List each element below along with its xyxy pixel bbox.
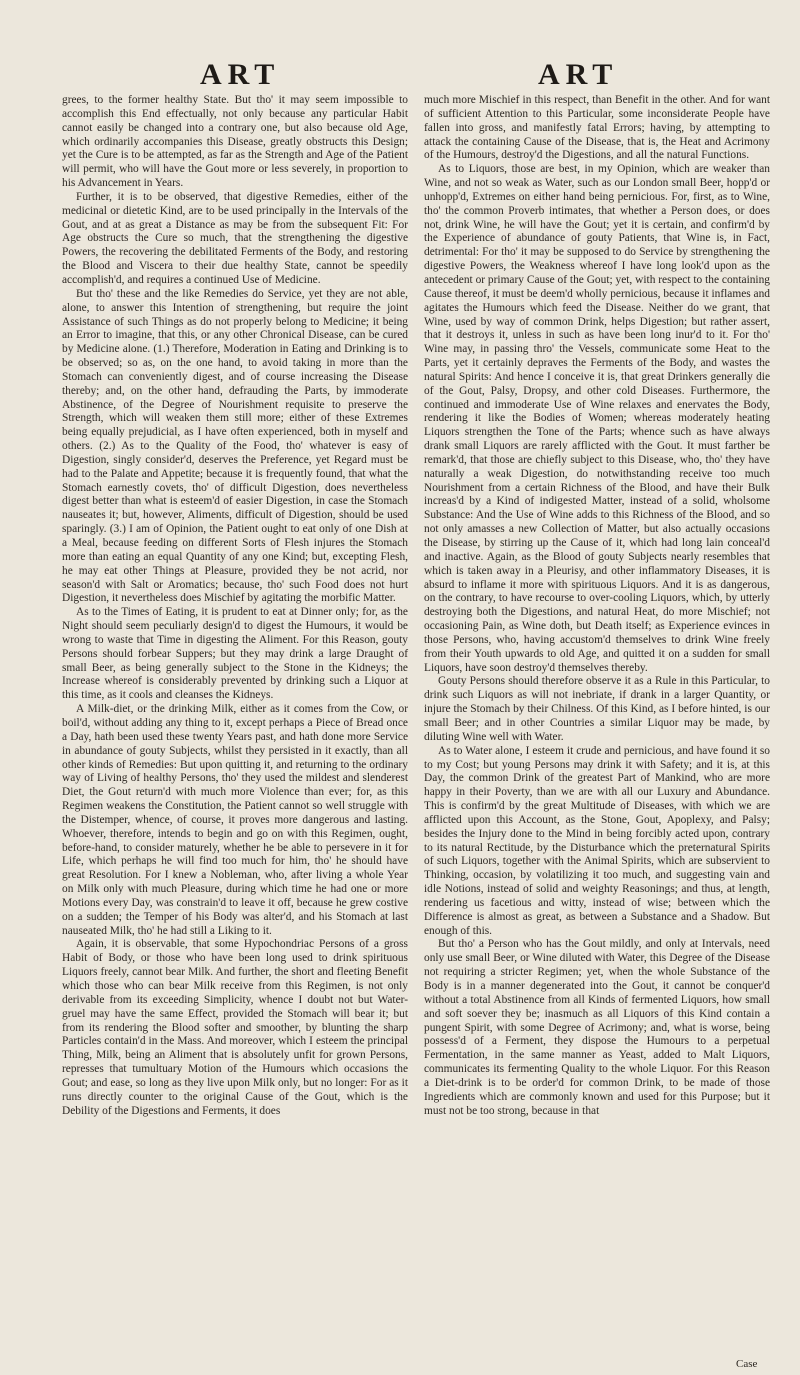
catchword: Case xyxy=(736,1358,758,1370)
right-column xyxy=(424,94,770,1118)
header-left: ART xyxy=(200,58,281,91)
paragraph: Again, it is observable, that some Hypochondriac Persons of a gross Habit of Body, or those who have been long used to drink spirituous Liquors freely, cannot bear Milk. And further, the short and fleeting Benefit which those who can bear Milk receive from this Regimen, is not only derivable from its exceeding Simplicity, whence I doubt not but Water-gruel may have the same Effect, provided the Stomach will bear it; but from its rendering the Blood softer and smoother, by blunting the sharp Particles contain'd in the Mass. And moreover, which I esteem the principal Thing, Milk, being an Aliment that is absolutely unfit for grown Persons, represses that tumultuary Motion of the Humours which occasions the Gout; and ease, so long as they live upon Milk only, but no longer: For as it runs directly counter to the original Cause of the Gout, which is the Debility of the Digestions and Ferments, it does xyxy=(62,938,408,1117)
paragraph: much more Mischief in this respect, than Benefit in the other. And for want of sufficient Attention to this Particular, some inconsiderate People have fallen into gross, and manifestly fatal Errors; having, by attempting to attack the containing Cause of the Disease, that is, the Heat and Acrimony of the Humours, destroy'd the Digestions, and all the natural Functions. xyxy=(424,94,770,162)
paragraph: A Milk-diet, or the drinking Milk, either as it comes from the Cow, or boil'd, without adding any thing to it, except perhaps a Piece of Bread once a Day, hath been used these twenty Years past, and hath done more Service in abundance of gouty Subjects, whilst they persisted in it exactly, than all other kinds of Remedies: But upon quitting it, and returning to the ordinary way of Living of healthy Persons, tho' they used the mildest and slenderest Diet, the Gout return'd with much more Violence than ever; for, as this Regimen weakens the Constitution, the Patient cannot so well struggle with the Distemper, whence, of course, it proves more dangerous and lasting. Whoever, therefore, intends to begin and go on with this Regimen, ought, before-hand, to consider maturely, whether he be able to persevere in it for Life, which perhaps he will find too much for him, tho' he should have great Resolution. For I knew a Nobleman, who, after living a whole Year on Milk only with much Pleasure, during which time he had one or more Motions every Day, was constrain'd to leave it off, because he grew costive on a sudden; the Temper of his Body was alter'd, and his Stomach at last nauseated Milk, tho' he had still a Liking to it. xyxy=(62,703,408,937)
paragraph: grees, to the former healthy State. But tho' it may seem impossible to accomplish this End effectually, not only because any particular Habit cannot easily be changed into a contrary one, but also because old Age, which ordinarily accompanies this Disease, greatly obstructs this Design; yet the Cure is to be attempted, as far as the Strength and Age of the Patient will permit, who will have the Gout more or less severely, in proportion to his Advancement in Years. xyxy=(62,94,408,190)
header-right: ART xyxy=(538,58,619,91)
paragraph: As to the Times of Eating, it is prudent to eat at Dinner only; for, as the Night should seem peculiarly design'd to digest the Humours, it would be wrong to waste that Time in digesting the Aliment. For this Reason, gouty Persons should forbear Suppers; but they may drink a large Draught of small Beer, as being generally subject to the Stone in the Kidneys; the Increase whereof is considerably prevented by drinking such a Liquor at this time, as it cools and cleanses the Kidneys. xyxy=(62,606,408,702)
paragraph: Gouty Persons should therefore observe it as a Rule in this Particular, to drink such Liquors as will not inebriate, if drank in a larger Quantity, or injure the Stomach by their Chilness. Of this Kind, as I before hinted, is our small Beer; and in other Countries a similar Liquor may be made, by diluting Wine well with Water. xyxy=(424,675,770,743)
paragraph: Further, it is to be observed, that digestive Remedies, either of the medicinal or dietetic Kind, are to be used principally in the Intervals of the Gout, and at as great a Distance as may be from the subsequent Fit: For Age obstructs the Cure so much, that the strengthening the digestive Powers, the recovering the debilitated Ferments of the Body, and restoring the Blood and Viscera to their due healthy State, cannot be speedily accomplish'd, and requires a continued Use of Medicine. xyxy=(62,190,408,286)
paragraph: But tho' a Person who has the Gout mildly, and only at Intervals, need only use small Beer, or Wine diluted with Water, this Degree of the Disease not requiring a stricter Regimen; yet, when the whole Substance of the Body is in a manner degenerated into the Gout, it cannot be conquer'd without a total Abstinence from all Kinds of fermented Liquors, how small and soft soever they be; inasmuch as all Liquors of this Kind contain a pungent Spirit, with some Degree of Acrimony; and, what is worse, being possess'd of a Ferment, they dispose the Humours to a perpetual Fermentation, in the same manner as Yeast, added to Malt Liquors, communicates its fermenting Quality to the whole Liquor. For this Reason a Diet-drink is to be order'd for common Drink, to be made of those Ingredients which are commonly known and used for this Purpose; but it must not be too strong, because in that xyxy=(424,938,770,1117)
paragraph: But tho' these and the like Remedies do Service, yet they are not able, alone, to answer this Intention of strengthening, but require the joint Assistance of such Things as do not properly belong to Medicine; it being an Error to imagine, that this, or any other Chronical Disease, can be cured by Medicine alone. (1.) Therefore, Moderation in Eating and Drinking is to be observed; so as, on the one hand, to avoid taking in more than the Stomach can conveniently digest, and of course increasing the Disease thereby; and, on the other hand, defrauding the Parts, by immoderate Abstinence, of the Degree of Nourishment requisite to preserve the Strength, which will weaken them still more; either of these Extremes being equally prejudicial, as I have often experienced, both in myself and others. (2.) As to the Quality of the Food, tho' whatever is easy of Digestion, singly consider'd, deserves the Preference, yet Regard must be had to the Palate and Appetite; because it is frequently found, that what the Stomach earnestly covets, tho' of difficult Digestion, does nevertheless digest better than what is esteem'd of easier Digestion, in case the Stomach nauseates it; but, however, Aliments, difficult of Digestion, should be used sparingly. (3.) I am of Opinion, the Patient ought to eat only of one Dish at a Meal, because feeding on different Sorts of Flesh injures the Stomach more than eating an equal Quantity of any one Kind; but, excepting Flesh, he may eat other Things at Pleasure, provided they be not acrid, nor season'd with Salt or Aromatics; because, tho' such Food does not hurt Digestion, it nevertheless does Mischief by agitating the morbific Matter. xyxy=(62,287,408,605)
left-column xyxy=(62,94,408,1118)
paragraph: As to Water alone, I esteem it crude and pernicious, and have found it so to my Cost; but young Persons may drink it with Safety; and it is, at this Day, the common Drink of the greatest Part of Mankind, who are more happy in their Poverty, than we are with all our Luxury and Abundance. This is confirm'd by the great Multitude of Diseases, with which we are afflicted upon this Account, as the Stone, Gout, Apoplexy, and Palsy; besides the Injury done to the Mind in being forcibly acted upon, contrary to its natural Rectitude, by the Disturbance which the preternatural Spirits of such Liquors, together with the Animal Spirits, which are subservient to Thinking, occasion, by volatilizing it too much, and suggesting vain and idle Notions, instead of solid and weighty Reasonings; and thus, at length, rendering us facetious and witty, instead of wise; between which the Difference is almost as great, as between a Substance and a Shadow. But enough of this. xyxy=(424,744,770,937)
paragraph: As to Liquors, those are best, in my Opinion, which are weaker than Wine, and not so weak as Water, such as our London small Beer, hopp'd or unhopp'd, Extremes on either hand being pernicious. For, first, as to Wine, tho' the common Proverb intimates, that whether a Person does, or does not, drink Wine, he will have the Gout; yet it is certain, and confirm'd by the Experience of abundance of gouty Patients, that Wine is, in Fact, detrimental: For tho' it may be supposed to do Service by strengthening the digestive Powers, the Weakness whereof I have long look'd upon as the antecedent or primary Cause of the Gout; yet, with respect to the containing Cause thereof, it must be deem'd wholly pernicious, because it inflames and agitates the Humours which feed the Disease. Neither do we grant, that Wine, used by way of common Drink, helps Digestion; but rather assert, that it destroys it, unless in such as have been long inur'd to it. For tho' Wine may, in passing thro' the Vessels, communicate some Heat to the Parts, yet it certainly depraves the Ferments of the Body, and wastes the natural Spirits: And hence I conceive it is, that great Drinkers generally die of the Gout, Palsy, Dropsy, and other cold Diseases. Furthermore, the continued and immoderate Use of Wine relaxes and enervates the Body, rendering it like the Bodies of Women; whereas moderately heating Liquors strengthen the Tone of the Parts; whence such as have always drank small Liquors are rarely afflicted with the Gout. It must farther be remark'd, that those are chiefly subject to this Disease, who, tho' they have naturally a weak Digestion, do notwithstanding receive too much Nourishment from a certain Richness of the Blood, and have their Bulk increas'd by a Kind of indigested Matter, instead of a solid, wholsome Substance: And the Use of Wine adds to this Richness of the Blood, and so not only amasses a new Collection of Matter, but also actually occasions the Disease, by stirring up the Cause of it, which had long lain conceal'd and inactive. Again, as the Blood of gouty Subjects nearly resembles that which is taken away in a Pleurisy, and other inflammatory Diseases, it is absurd to inflame it more with spirituous Liquors. And it is as dangerous, on the contrary, to have recourse to over-cooling Liquors, which, by utterly destroying both the Digestions, and natural Heat, do more Mischief; not occasioning Pain, as Wine doth, but Death itself; as Experience evinces in those Persons, who, having accustom'd themselves to drink Wine freely from their Youth upwards to old Age, and quitted it on a sudden for small Liquors, have soon destroy'd themselves thereby. xyxy=(424,163,770,674)
running-header xyxy=(0,58,800,92)
